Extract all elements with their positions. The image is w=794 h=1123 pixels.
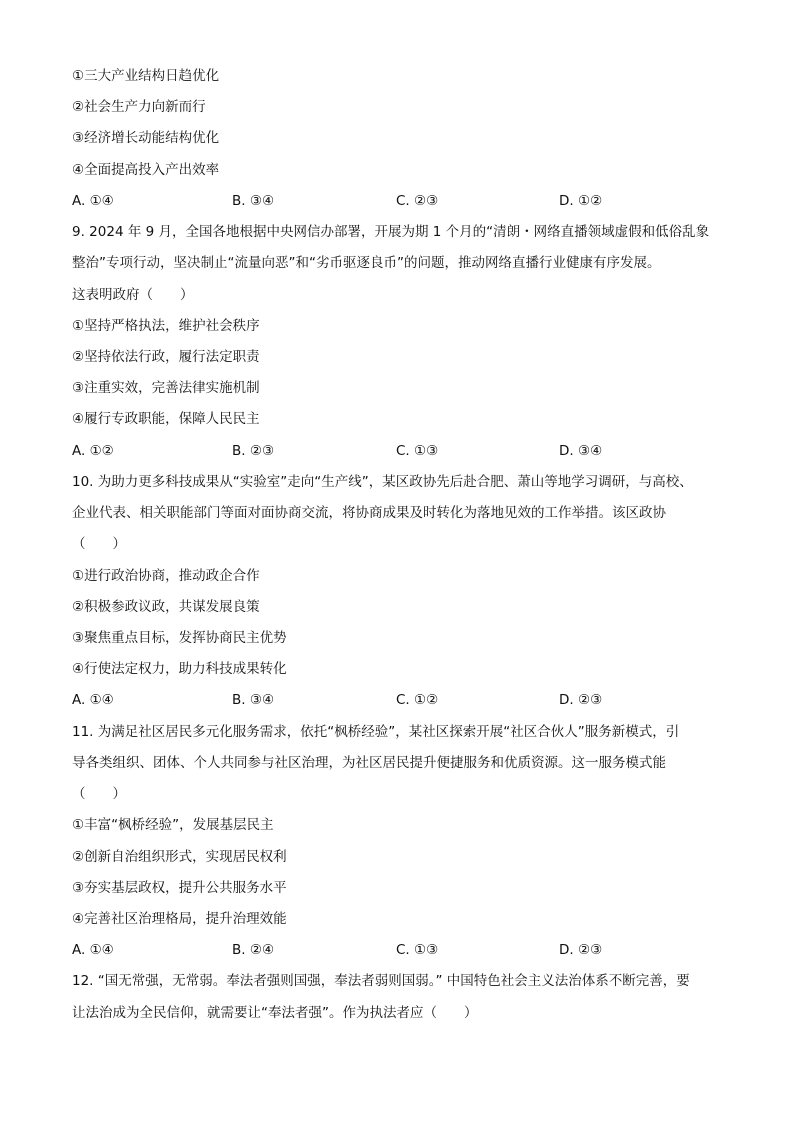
q8-choice-d: D. ①② (559, 193, 603, 209)
q11-choice-a: A. ①④ (72, 942, 114, 958)
q9-option-2: ②坚持依法行政，履行法定职责 (72, 349, 260, 365)
q9-choice-b: B. ②③ (232, 443, 275, 459)
q10-choice-d: D. ②③ (559, 692, 603, 708)
q9-choices (72, 441, 732, 461)
q10-stem-line-1: 10. 为助力更多科技成果从“实验室”走向“生产线”，某区政协先后赴合肥、萧山等地学习调研，与高校、 (72, 474, 693, 490)
q11-choices (72, 940, 732, 960)
q11-stem-line-3: （ ） (72, 786, 126, 802)
q9-option-4: ④履行专政职能，保障人民民主 (72, 411, 260, 427)
q11-choice-d: D. ②③ (559, 942, 603, 958)
q10-option-4: ④行使法定权力，助力科技成果转化 (72, 661, 287, 677)
q8-option-2: ②社会生产力向新而行 (72, 99, 206, 115)
q10-choice-a: A. ①④ (72, 692, 114, 708)
q10-stem-line-3: （ ） (72, 536, 126, 552)
q9-choice-d: D. ③④ (559, 443, 603, 459)
q12-stem-line-2: 让法治成为全民信仰，就需要让“奉法者强”。作为执法者应（ ） (72, 1005, 478, 1021)
q11-option-4: ④完善社区治理格局，提升治理效能 (72, 911, 287, 927)
q12-stem-line-1: 12. “国无常强，无常弱。奉法者强则国强，奉法者弱则国弱。” 中国特色社会主义法治体系不断完善，要 (72, 973, 690, 989)
q11-stem-line-1: 11. 为满足社区居民多元化服务需求，依托“枫桥经验”，某社区探索开展“社区合伙人”服务新模式，引 (72, 724, 680, 740)
q9-stem-line-1: 9. 2024 年 9 月，全国各地根据中央网信办部署，开展为期 1 个月的“清朗・网络直播领域虚假和低俗乱象 (72, 224, 710, 240)
q8-choice-a: A. ①④ (72, 193, 114, 209)
q8-choice-b: B. ③④ (232, 193, 275, 209)
q11-choice-c: C. ①③ (396, 942, 439, 958)
q10-option-1: ①进行政治协商，推动政企合作 (72, 568, 260, 584)
q8-choice-c: C. ②③ (396, 193, 439, 209)
q9-stem-line-2: 整治”专项行动，坚决制止“流量向恶”和“劣币驱逐良币”的问题，推动网络直播行业健康有序发展。 (72, 255, 661, 271)
q10-option-3: ③聚焦重点目标，发挥协商民主优势 (72, 630, 287, 646)
q11-option-1: ①丰富“枫桥经验”，发展基层民主 (72, 817, 274, 833)
q10-choice-b: B. ③④ (232, 692, 275, 708)
q11-stem-line-2: 导各类组织、团体、个人共同参与社区治理，为社区居民提升便捷服务和优质资源。这一服务模式能 (72, 755, 666, 771)
q11-option-2: ②创新自治组织形式，实现居民权利 (72, 849, 287, 865)
q8-option-1: ①三大产业结构日趋优化 (72, 68, 220, 84)
q9-choice-c: C. ①③ (396, 443, 439, 459)
q8-option-4: ④全面提高投入产出效率 (72, 162, 220, 178)
q10-choice-c: C. ①② (396, 692, 439, 708)
q9-choice-a: A. ①② (72, 443, 114, 459)
q11-option-3: ③夯实基层政权，提升公共服务水平 (72, 880, 287, 896)
q10-option-2: ②积极参政议政，共谋发展良策 (72, 599, 260, 615)
q11-choice-b: B. ②④ (232, 942, 275, 958)
q10-choices (72, 690, 732, 710)
q9-option-1: ①坚持严格执法，维护社会秩序 (72, 318, 260, 334)
q8-choices (72, 191, 732, 211)
q9-stem-line-3: 这表明政府（ ） (72, 287, 194, 303)
q10-stem-line-2: 企业代表、相关职能部门等面对面协商交流，将协商成果及时转化为落地见效的工作举措。该区政协 (72, 505, 666, 521)
q9-option-3: ③注重实效，完善法律实施机制 (72, 380, 260, 396)
q8-option-3: ③经济增长动能结构优化 (72, 130, 220, 146)
